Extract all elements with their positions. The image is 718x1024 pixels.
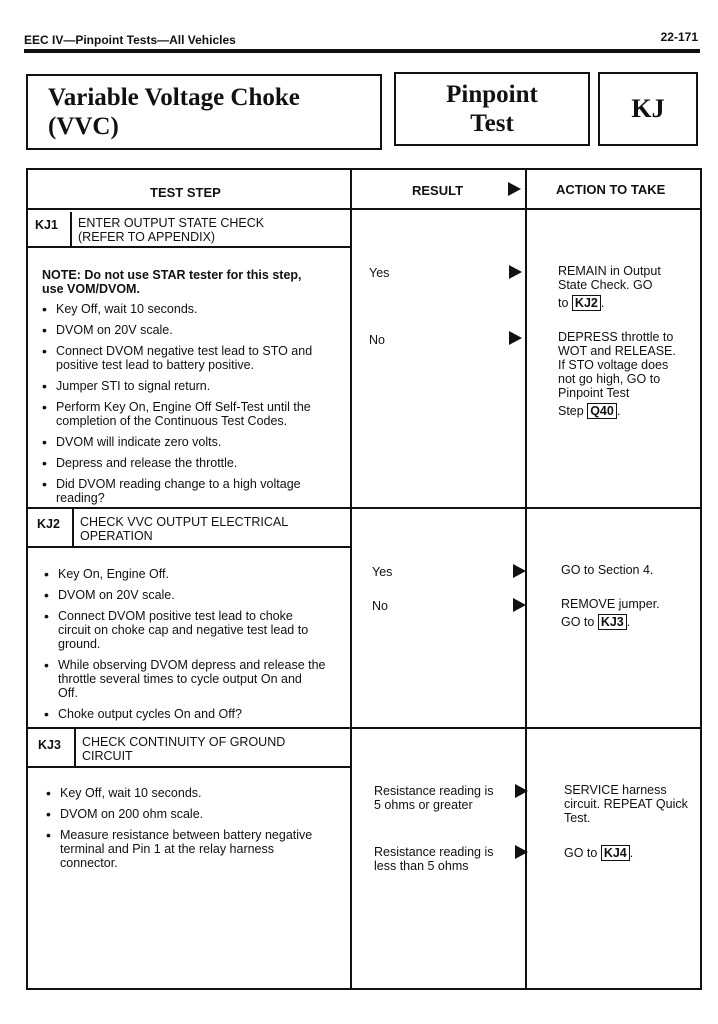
list-item (40, 456, 345, 470)
header-rule-table (28, 208, 700, 210)
kj2-action-no (561, 597, 660, 630)
note-line: use VOM/DVOM. (42, 282, 140, 296)
list-item (40, 323, 345, 337)
kj3-title-rule (28, 766, 352, 768)
test-table (26, 168, 702, 990)
list-item (42, 658, 347, 700)
result-line: less than 5 ohms (374, 859, 469, 873)
action-line: not go high, GO to (558, 372, 661, 386)
bullet-line: • Did DVOM reading change to a high voltage (56, 477, 301, 491)
result-line: Resistance reading is (374, 784, 494, 798)
action-line: REMAIN in Output (558, 264, 661, 278)
action-prefix: GO to (561, 615, 595, 629)
pinpoint-box (394, 72, 590, 146)
action-line (558, 295, 661, 311)
list-item (42, 588, 347, 602)
action-line: DEPRESS throttle to (558, 330, 674, 344)
kj1-title-rule (28, 246, 352, 248)
bullet-line: • Key Off, wait 10 seconds. (60, 786, 202, 800)
step-title-kj3 (82, 735, 285, 763)
bullet-line: reading? (56, 491, 105, 505)
bullet-line: connector. (60, 856, 118, 870)
action-suffix: . (600, 296, 605, 310)
bullet-line: • Jumper STI to signal return. (56, 379, 211, 393)
page-header-title: EEC IV—Pinpoint Tests—All Vehicles (24, 33, 236, 47)
bullet-line: • DVOM on 20V scale. (56, 323, 173, 337)
kj2-result-yes: Yes (372, 565, 393, 579)
bullet-line: ground. (58, 637, 101, 651)
kj1-result-yes: Yes (369, 266, 390, 280)
header-rule (24, 49, 700, 53)
bullet-line: • DVOM on 20V scale. (58, 588, 175, 602)
bullet-line: • Choke output cycles On and Off? (58, 707, 242, 721)
action-prefix: Step (558, 404, 584, 418)
row-separator (28, 507, 700, 509)
step-id-kj1: KJ1 (35, 218, 58, 232)
step-title-kj2 (80, 515, 288, 543)
kj2-title-rule (28, 546, 352, 548)
list-item (44, 786, 349, 800)
bullet-line: • While observing DVOM depress and release the (58, 658, 326, 672)
action-line: WOT and RELEASE. (558, 344, 676, 358)
pinpoint-label (396, 80, 588, 138)
action-prefix: to (558, 296, 569, 310)
pinpoint-line-1: Pinpoint (446, 81, 538, 108)
action-line (561, 614, 660, 630)
arrow-icon (515, 845, 528, 859)
result-line: Resistance reading is (374, 845, 494, 859)
action-suffix: . (626, 615, 631, 629)
list-item (40, 435, 345, 449)
kj3-action-low (564, 845, 633, 861)
action-suffix: . (616, 404, 621, 418)
kj3-id-divider (74, 729, 76, 766)
list-item (40, 477, 345, 505)
kj3-procedure-list (44, 786, 349, 877)
divider-step-result (350, 170, 352, 988)
bullet-line: • Key On, Engine Off. (58, 567, 169, 581)
kj1-action-no (558, 330, 676, 419)
kj2-action-yes (561, 563, 653, 577)
step-title-line: CHECK CONTINUITY OF GROUND (82, 735, 286, 749)
action-line: SERVICE harness (564, 783, 667, 797)
step-title-line: OPERATION (80, 529, 153, 543)
step-id-kj2: KJ2 (37, 517, 60, 531)
action-line: Test. (564, 811, 591, 825)
kj1-result-no: No (369, 333, 385, 347)
step-title-line: CIRCUIT (82, 749, 133, 763)
bullet-line: • Connect DVOM positive test lead to choke (58, 609, 293, 623)
step-reference-kj4[interactable]: KJ4 (601, 845, 630, 861)
bullet-line: Off. (58, 686, 78, 700)
title-line-1: Variable Voltage Choke (48, 84, 300, 111)
step-id-kj3: KJ3 (38, 738, 61, 752)
bullet-line: throttle several times to cycle output On and (58, 672, 302, 686)
arrow-icon (513, 598, 526, 612)
action-line: GO to Section 4. (561, 563, 654, 577)
kj3-result-low (374, 845, 494, 873)
list-item (40, 400, 345, 428)
list-item (40, 344, 345, 372)
kj1-action-yes (558, 264, 661, 311)
bullet-line: positive test lead to battery positive. (56, 358, 255, 372)
kj2-id-divider (72, 509, 74, 546)
result-line: 5 ohms or greater (374, 798, 473, 812)
step-reference-q40[interactable]: Q40 (587, 403, 617, 419)
action-line: circuit. REPEAT Quick (564, 797, 688, 811)
page-title (48, 83, 300, 141)
kj3-result-high (374, 784, 494, 812)
action-suffix: . (629, 846, 634, 860)
test-code-box (598, 72, 698, 146)
list-item (40, 379, 345, 393)
arrow-icon (508, 182, 521, 196)
kj3-action-high (564, 783, 688, 825)
action-line: If STO voltage does (558, 358, 669, 372)
bullet-line: circuit on choke cap and negative test lead to (58, 623, 309, 637)
bullet-line: terminal and Pin 1 at the relay harness (60, 842, 275, 856)
kj2-result-no: No (372, 599, 388, 613)
action-line: REMOVE jumper. (561, 597, 660, 611)
list-item (44, 828, 349, 870)
bullet-line: • DVOM will indicate zero volts. (56, 435, 222, 449)
divider-result-action (525, 170, 527, 988)
pinpoint-line-2: Test (470, 110, 514, 137)
row-separator (28, 727, 700, 729)
action-prefix: GO to (564, 846, 598, 860)
kj1-note (42, 268, 302, 296)
step-title-line: CHECK VVC OUTPUT ELECTRICAL (80, 515, 289, 529)
col-header-result: RESULT (412, 183, 464, 198)
list-item (42, 609, 347, 651)
step-title-line: (REFER TO APPENDIX) (78, 230, 216, 244)
list-item (42, 707, 347, 721)
bullet-line: • Key Off, wait 10 seconds. (56, 302, 198, 316)
action-line: Pinpoint Test (558, 386, 630, 400)
col-header-test-step: TEST STEP (150, 185, 221, 200)
arrow-icon (509, 265, 522, 279)
bullet-line: completion of the Continuous Test Codes. (56, 414, 288, 428)
bullet-line: • DVOM on 200 ohm scale. (60, 807, 204, 821)
title-line-2: (VVC) (48, 113, 119, 140)
bullet-line: • Measure resistance between battery negative (60, 828, 313, 842)
col-header-action: ACTION TO TAKE (556, 182, 666, 197)
bullet-line: • Depress and release the throttle. (56, 456, 238, 470)
arrow-icon (515, 784, 528, 798)
kj1-procedure-list (40, 302, 345, 512)
action-line (564, 845, 633, 861)
action-line: State Check. GO (558, 278, 653, 292)
list-item (44, 807, 349, 821)
bullet-line: • Perform Key On, Engine Off Self-Test until the (56, 400, 311, 414)
action-line (558, 403, 676, 419)
title-box (26, 74, 382, 150)
step-reference-kj2[interactable]: KJ2 (572, 295, 601, 311)
step-reference-kj3[interactable]: KJ3 (598, 614, 627, 630)
list-item (40, 302, 345, 316)
kj2-procedure-list (42, 567, 347, 728)
note-line: NOTE: Do not use STAR tester for this step, (42, 268, 302, 282)
arrow-icon (513, 564, 526, 578)
list-item (42, 567, 347, 581)
bullet-line: • Connect DVOM negative test lead to STO and (56, 344, 313, 358)
test-code: KJ (631, 94, 665, 123)
arrow-icon (509, 331, 522, 345)
page-number: 22-171 (660, 30, 698, 44)
kj1-id-divider (70, 212, 72, 246)
step-title-line: ENTER OUTPUT STATE CHECK (78, 216, 265, 230)
step-title-kj1 (78, 216, 264, 244)
